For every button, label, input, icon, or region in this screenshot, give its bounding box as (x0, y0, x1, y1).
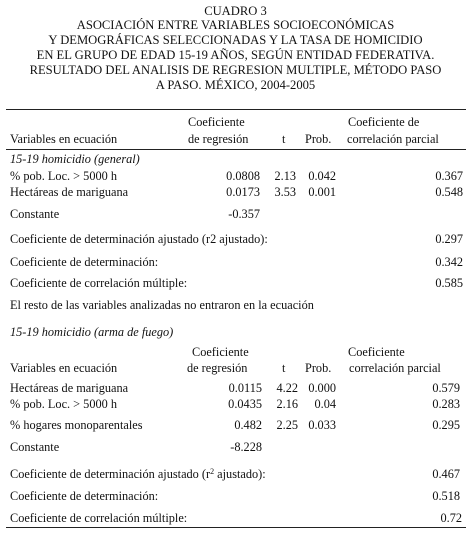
s2-header-t: t (282, 361, 286, 375)
s2-row3-coef: 0.482 (234, 418, 262, 432)
header-coef-reg-line1: Coeficiente (188, 115, 245, 129)
header-variables: Variables en ecuación (10, 132, 118, 146)
s2-header-coef-corr-line1: Coeficiente (348, 345, 405, 359)
s2-stat-det-value: 0.518 (432, 489, 460, 503)
s2-stat-det-label: Coeficiente de determinación: (10, 489, 159, 503)
s1-row1-prob: 0.042 (308, 169, 336, 183)
s2-row2-corr: 0.283 (432, 397, 460, 411)
title-line-2: Y DEMOGRÁFICAS SELECCIONADAS Y LA TASA DE HOMICIDIO (48, 33, 423, 47)
title-line-5: A PASO. MÉXICO, 2004-2005 (155, 78, 316, 92)
s1-stat-adj-value: 0.297 (435, 232, 463, 246)
s2-row3-variable: % hogares monoparentales (10, 418, 143, 432)
s1-row2-prob: 0.001 (308, 185, 336, 199)
s2-row3-t: 2.25 (276, 418, 298, 432)
s1-stat-corr-label: Coeficiente de correlación múltiple: (10, 276, 188, 290)
s1-stat-adj-label: Coeficiente de determinación ajustado (r2 ajustado): (10, 232, 268, 246)
header-prob: Prob. (305, 132, 332, 146)
table-number: CUADRO 3 (204, 4, 267, 18)
s1-row2-corr: 0.548 (435, 185, 463, 199)
s2-constante-label: Constante (10, 440, 60, 454)
s2-row2-t: 2.16 (276, 397, 298, 411)
s2-row1-prob: 0.000 (308, 381, 336, 395)
s2-row2-variable: % pob. Loc. > 5000 h (10, 397, 118, 411)
header-t: t (282, 132, 286, 146)
s2-header-coef-corr-line2: correlación parcial (349, 361, 441, 375)
s2-row2-prob: 0.04 (314, 397, 336, 411)
s1-constante-label: Constante (10, 207, 60, 221)
s1-row1-variable: % pob. Loc. > 5000 h (10, 169, 118, 183)
s1-stat-corr-value: 0.585 (435, 276, 463, 290)
s1-row1-t: 2.13 (274, 169, 296, 183)
bottom-rule (6, 527, 466, 528)
header-rule (6, 149, 466, 150)
s2-stat-corr-value: 0.72 (440, 511, 462, 525)
s2-header-prob: Prob. (305, 361, 332, 375)
s1-row2-variable: Hectáreas de mariguana (10, 185, 129, 199)
s1-row1-corr: 0.367 (435, 169, 463, 183)
s2-header-coef-reg-line2: de regresión (187, 361, 248, 375)
s2-row1-t: 4.22 (276, 381, 298, 395)
s2-row3-corr: 0.295 (432, 418, 460, 432)
s1-constante-value: -0.357 (228, 207, 260, 221)
top-rule (6, 109, 466, 110)
s2-row1-variable: Hectáreas de mariguana (10, 381, 129, 395)
header-coef-reg-line2: de regresión (188, 132, 249, 146)
s2-constante-value: -8.228 (230, 440, 262, 454)
s2-stat-corr-label: Coeficiente de correlación múltiple: (10, 511, 188, 525)
title-line-4: RESULTADO DEL ANALISIS DE REGRESION MULTIPLE, MÉTODO PASO (29, 63, 442, 77)
section1-label: 15-19 homicidio (general) (10, 152, 140, 166)
s2-row1-coef: 0.0115 (228, 381, 262, 395)
header-coef-corr-line1: Coeficiente de (348, 115, 420, 129)
s1-note: El resto de las variables analizadas no entraron en la ecuación (10, 298, 314, 312)
s2-row1-corr: 0.579 (432, 381, 460, 395)
s1-row1-coef: 0.0808 (226, 169, 260, 183)
header-coef-corr-line2: correlación parcial (347, 132, 439, 146)
title-line-3: EN EL GRUPO DE EDAD 15-19 AÑOS, SEGÚN ENTIDAD FEDERATIVA. (36, 48, 435, 62)
section2-label: 15-19 homicidio (arma de fuego) (10, 325, 174, 339)
s2-header-variables: Variables en ecuación (10, 361, 118, 375)
s2-header-coef-reg-line1: Coeficiente (192, 345, 249, 359)
s2-stat-adj-value: 0.467 (432, 467, 460, 481)
s2-row2-coef: 0.0435 (228, 397, 262, 411)
s1-stat-det-value: 0.342 (435, 255, 463, 269)
title-line-1: ASOCIACIÓN ENTRE VARIABLES SOCIOECONÓMICAS (76, 18, 395, 32)
s1-stat-det-label: Coeficiente de determinación: (10, 255, 159, 269)
s2-stat-adj-label: Coeficiente de determinación ajustado ($r^2$ ajustado): (10, 467, 266, 481)
s1-row2-t: 3.53 (274, 185, 296, 199)
s2-row3-prob: 0.033 (308, 418, 336, 432)
s1-row2-coef: 0.0173 (226, 185, 260, 199)
